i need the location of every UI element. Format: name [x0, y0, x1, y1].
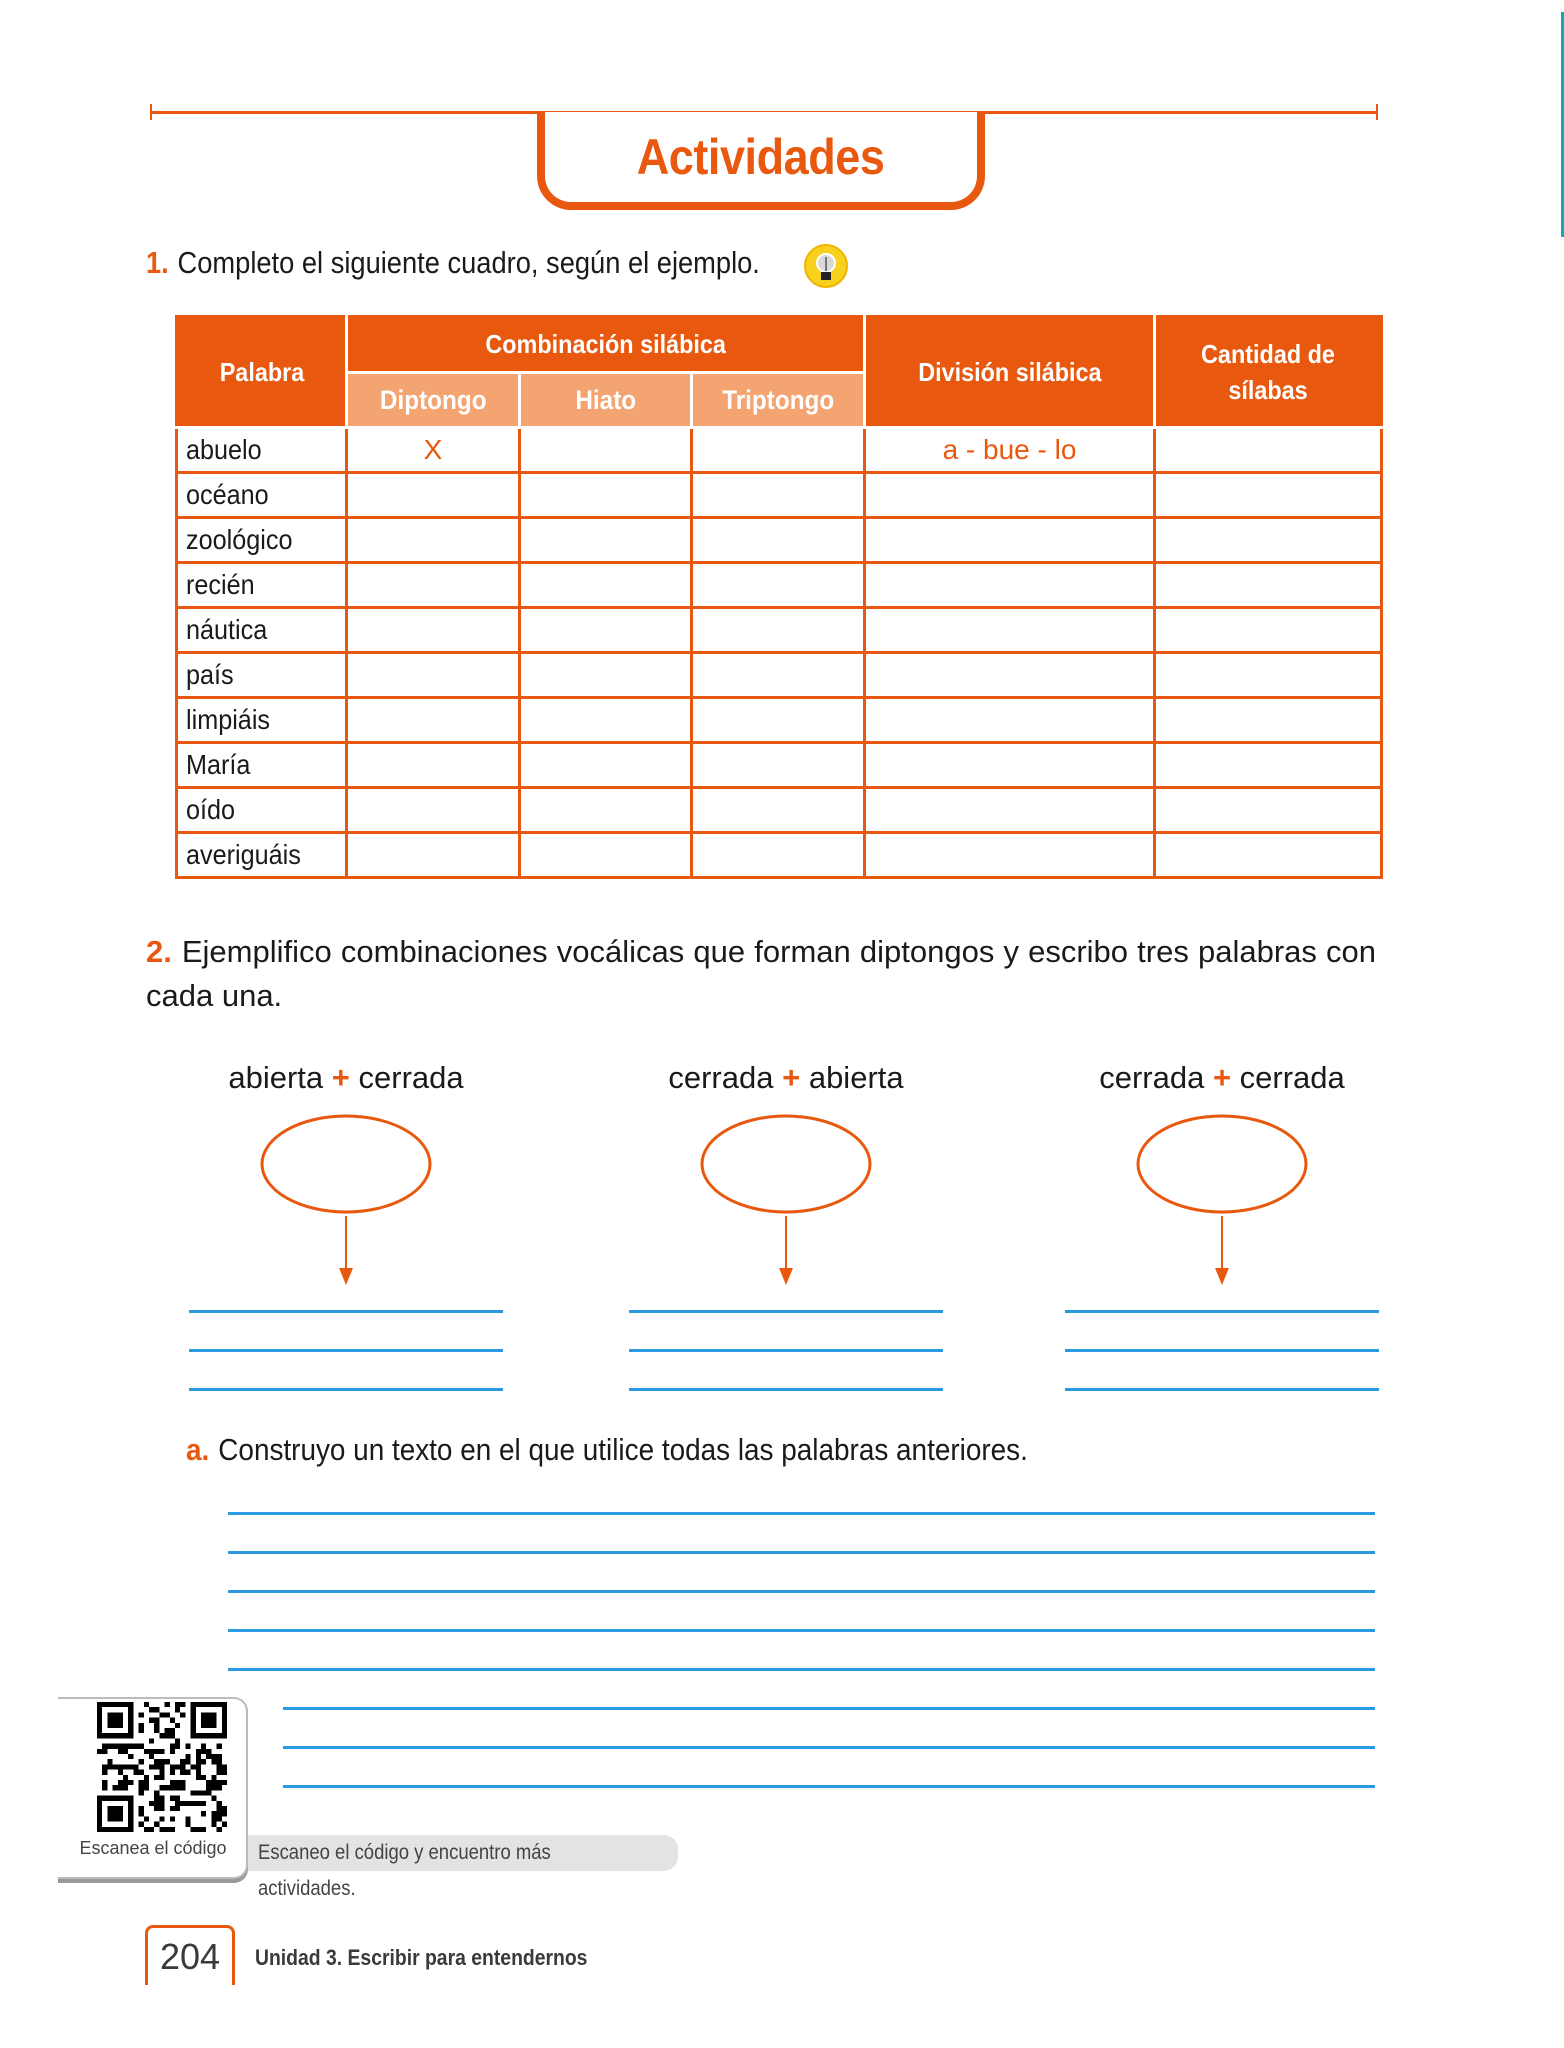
page-number: 204 [145, 1925, 235, 1985]
text-answer-line[interactable] [283, 1707, 1375, 1710]
table-row [177, 428, 1382, 473]
combination-label: abierta + cerrada [228, 1060, 464, 1095]
answer-line[interactable] [629, 1349, 943, 1352]
cell-hiato[interactable] [520, 698, 692, 743]
answer-line[interactable] [1065, 1310, 1379, 1313]
cell-diptongo[interactable] [347, 563, 520, 608]
text-answer-line[interactable] [228, 1668, 1375, 1671]
cell-division[interactable] [865, 698, 1155, 743]
cell-palabra: zoológico [177, 518, 347, 563]
diphthong-diagram [1057, 1100, 1387, 1400]
cell-cantidad[interactable] [1155, 428, 1382, 473]
header-rule-cap-right [1376, 104, 1378, 120]
cell-hiato[interactable] [520, 653, 692, 698]
diphthong-diagram [621, 1100, 951, 1400]
cell-triptongo[interactable] [692, 518, 865, 563]
answer-line[interactable] [629, 1388, 943, 1391]
table-row [177, 518, 1382, 563]
cell-hiato[interactable] [520, 788, 692, 833]
header-triptongo: Triptongo [692, 373, 865, 428]
cell-division[interactable] [865, 608, 1155, 653]
table-row [177, 698, 1382, 743]
arrow-down-icon [779, 1268, 793, 1285]
cell-hiato[interactable] [520, 473, 692, 518]
cell-palabra: averiguáis [177, 833, 347, 878]
cell-triptongo[interactable] [692, 473, 865, 518]
cell-division[interactable] [865, 833, 1155, 878]
cell-division[interactable] [865, 788, 1155, 833]
activity-1-text: Completo el siguiente cuadro, según el ejemplo. [177, 245, 760, 280]
answer-line[interactable] [189, 1349, 503, 1352]
combination-label: cerrada + cerrada [1099, 1060, 1345, 1095]
qr-caption: Escanea el código [79, 1838, 227, 1858]
cell-diptongo[interactable] [347, 698, 520, 743]
cell-division[interactable]: a - bue - lo [865, 428, 1155, 473]
cell-cantidad[interactable] [1155, 653, 1382, 698]
text-answer-line[interactable] [283, 1746, 1375, 1749]
header-palabra: Palabra [177, 317, 347, 428]
table-row [177, 608, 1382, 653]
cell-diptongo[interactable] [347, 833, 520, 878]
vowel-ellipse [262, 1116, 430, 1212]
cell-diptongo[interactable]: X [347, 428, 520, 473]
cell-palabra: país [177, 653, 347, 698]
cell-triptongo[interactable] [692, 788, 865, 833]
cell-cantidad[interactable] [1155, 743, 1382, 788]
table-row [177, 788, 1382, 833]
arrow-down-icon [339, 1268, 353, 1285]
cell-triptongo[interactable] [692, 653, 865, 698]
cell-triptongo[interactable] [692, 563, 865, 608]
cell-diptongo[interactable] [347, 653, 520, 698]
cell-division[interactable] [865, 518, 1155, 563]
cell-division[interactable] [865, 653, 1155, 698]
vowel-ellipse [702, 1116, 870, 1212]
cell-diptongo[interactable] [347, 788, 520, 833]
cell-division[interactable] [865, 743, 1155, 788]
cell-palabra: limpiáis [177, 698, 347, 743]
activity-1-number: 1. [146, 245, 169, 280]
cell-diptongo[interactable] [347, 608, 520, 653]
cell-triptongo[interactable] [692, 608, 865, 653]
answer-line[interactable] [189, 1388, 503, 1391]
table-row [177, 833, 1382, 878]
qr-note: Escaneo el código y encuentro más actividades. [248, 1835, 678, 1871]
syllable-table [175, 315, 1383, 879]
cell-triptongo[interactable] [692, 743, 865, 788]
activity-2a-text: Construyo un texto en el que utilice todas las palabras anteriores. [218, 1432, 1028, 1467]
cell-cantidad[interactable] [1155, 563, 1382, 608]
cell-hiato[interactable] [520, 518, 692, 563]
header-rule-cap-left [150, 104, 152, 120]
cell-cantidad[interactable] [1155, 833, 1382, 878]
activity-2a-instruction [186, 1432, 1028, 1468]
header-division: División silábica [865, 317, 1155, 428]
cell-hiato[interactable] [520, 428, 692, 473]
header-hiato: Hiato [520, 373, 692, 428]
text-answer-line[interactable] [228, 1512, 1375, 1515]
cell-diptongo[interactable] [347, 743, 520, 788]
text-answer-line[interactable] [228, 1629, 1375, 1632]
diphthong-diagram [181, 1100, 511, 1400]
header-diptongo: Diptongo [347, 373, 520, 428]
cell-diptongo[interactable] [347, 473, 520, 518]
header-combinacion: Combinación silábica [347, 317, 865, 373]
activity-2-number: 2. [146, 934, 172, 969]
cell-hiato[interactable] [520, 833, 692, 878]
header-cantidad: Cantidad de sílabas [1155, 317, 1382, 428]
answer-line[interactable] [1065, 1388, 1379, 1391]
table-row [177, 743, 1382, 788]
title-box [537, 112, 985, 210]
vowel-ellipse [1138, 1116, 1306, 1212]
activity-1-instruction [146, 245, 760, 281]
cell-cantidad[interactable] [1155, 698, 1382, 743]
cell-triptongo[interactable] [692, 833, 865, 878]
arrow-down-icon [1215, 1268, 1229, 1285]
cell-palabra: oído [177, 788, 347, 833]
cell-cantidad[interactable] [1155, 518, 1382, 563]
cell-cantidad[interactable] [1155, 608, 1382, 653]
answer-line[interactable] [189, 1310, 503, 1313]
cell-division[interactable] [865, 473, 1155, 518]
cell-triptongo[interactable] [692, 428, 865, 473]
table-row [177, 653, 1382, 698]
answer-line[interactable] [1065, 1349, 1379, 1352]
cell-cantidad[interactable] [1155, 788, 1382, 833]
cell-triptongo[interactable] [692, 698, 865, 743]
cell-palabra: María [177, 743, 347, 788]
cell-cantidad[interactable] [1155, 473, 1382, 518]
unit-label: Unidad 3. Escribir para entendernos [255, 1945, 588, 1970]
cell-division[interactable] [865, 563, 1155, 608]
table-row [177, 473, 1382, 518]
answer-line[interactable] [629, 1310, 943, 1313]
cell-hiato[interactable] [520, 743, 692, 788]
cell-palabra: recién [177, 563, 347, 608]
qr-code-icon[interactable] [97, 1702, 227, 1832]
text-answer-line[interactable] [228, 1590, 1375, 1593]
cell-hiato[interactable] [520, 608, 692, 653]
cell-diptongo[interactable] [347, 518, 520, 563]
lightbulb-icon [803, 243, 849, 289]
activity-2a-letter: a. [186, 1432, 210, 1467]
activity-2-instruction [146, 930, 1376, 1018]
cell-palabra: océano [177, 473, 347, 518]
table-row [177, 563, 1382, 608]
cell-hiato[interactable] [520, 563, 692, 608]
cell-palabra: abuelo [177, 428, 347, 473]
page-title: Actividades [637, 129, 885, 185]
cell-palabra: náutica [177, 608, 347, 653]
text-answer-line[interactable] [283, 1785, 1375, 1788]
text-answer-line[interactable] [228, 1551, 1375, 1554]
activity-2-text: Ejemplifico combinaciones vocálicas que forman diptongos y escribo tres palabras con cada una. [146, 934, 1376, 1013]
combination-label: cerrada + abierta [668, 1060, 904, 1095]
